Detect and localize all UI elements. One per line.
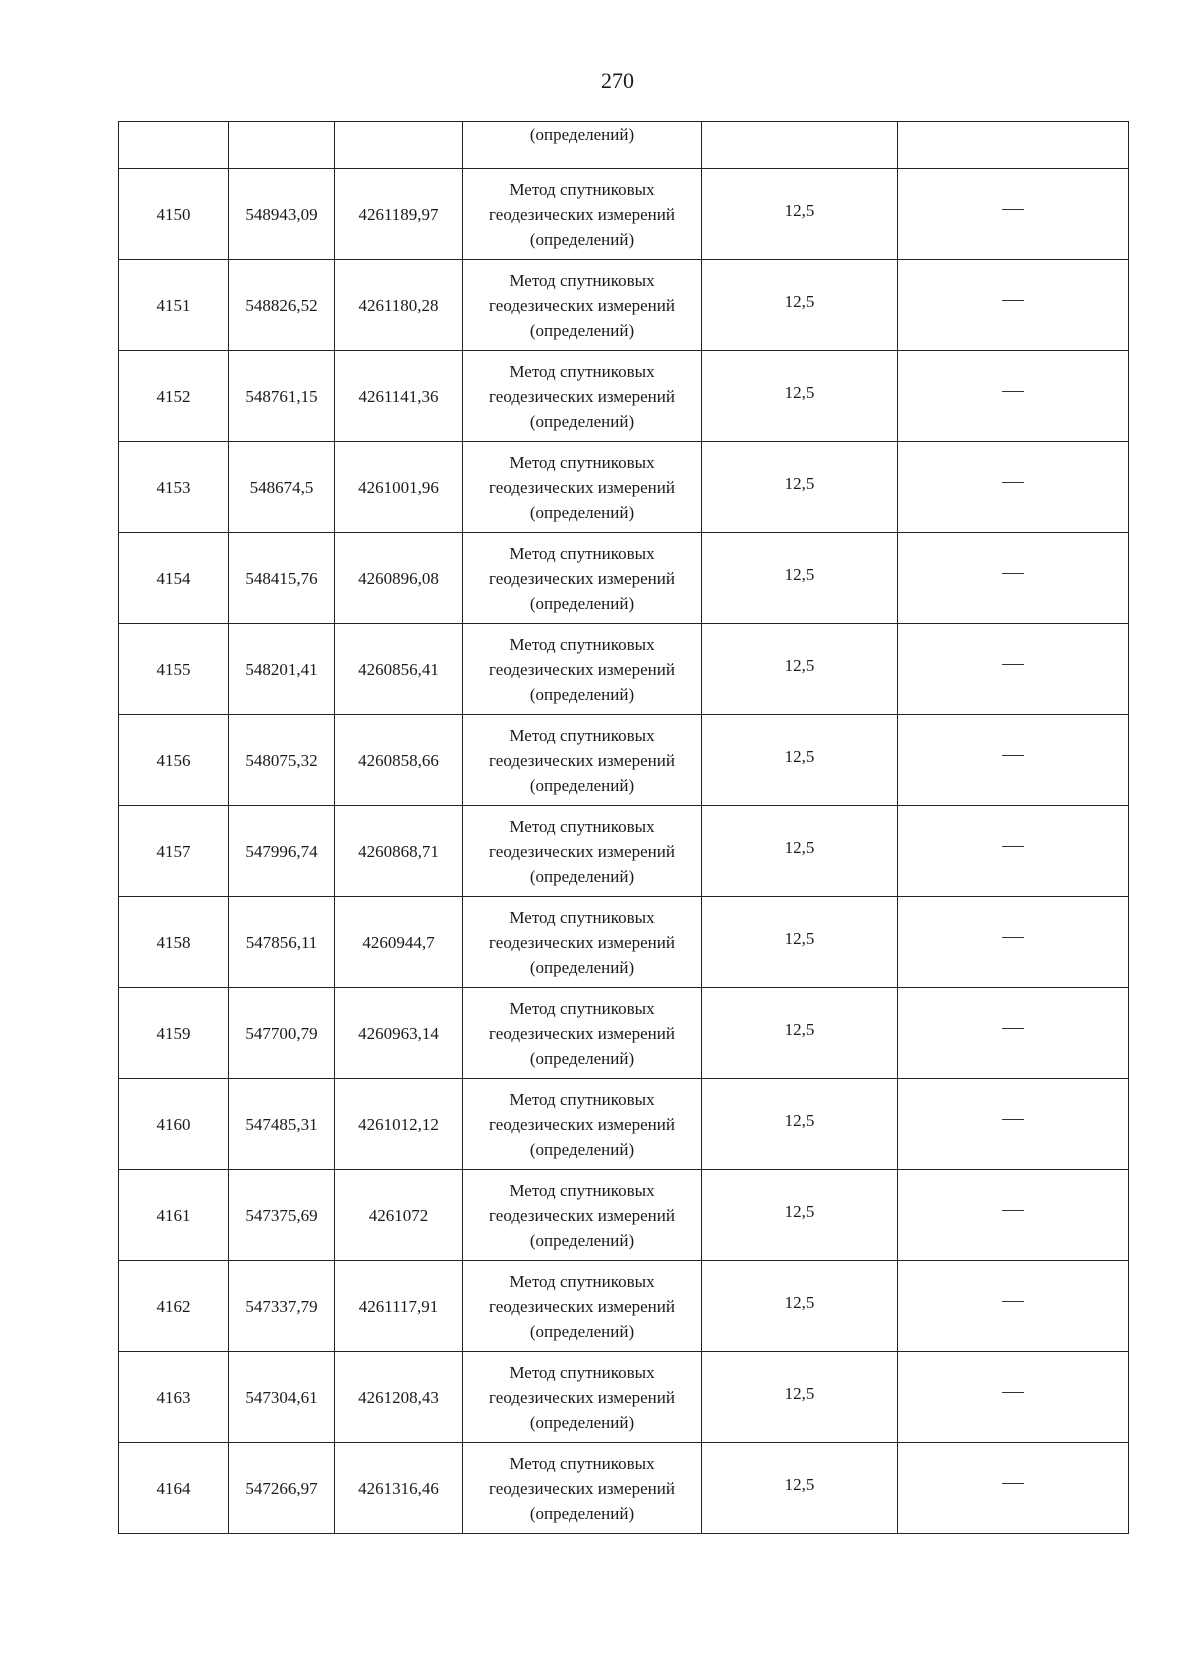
description-cell xyxy=(898,169,1129,260)
accuracy-cell xyxy=(702,1443,898,1534)
dash-mark xyxy=(1002,1210,1024,1211)
description-cell xyxy=(898,1079,1129,1170)
method-line: Метод спутниковых xyxy=(509,1453,655,1473)
y-coordinate-cell: 4261001,96 xyxy=(335,442,463,533)
y-coordinate-cell: 4261180,28 xyxy=(335,260,463,351)
method-line: геодезических измерений xyxy=(489,1023,675,1043)
coordinates-table xyxy=(118,121,1129,1534)
accuracy-value: 12,5 xyxy=(784,564,815,584)
y-coordinate-cell: 4260868,71 xyxy=(335,806,463,897)
point-number-cell: 4160 xyxy=(119,1079,229,1170)
table-row xyxy=(119,1261,1129,1352)
method-line: геодезических измерений xyxy=(489,841,675,861)
method-line: (определений) xyxy=(529,593,635,613)
method-line: (определений) xyxy=(529,502,635,522)
accuracy-cell xyxy=(702,624,898,715)
method-cell xyxy=(463,806,702,897)
accuracy-value: 12,5 xyxy=(784,928,815,948)
method-line: геодезических измерений xyxy=(489,1478,675,1498)
method-line: Метод спутниковых xyxy=(509,270,655,290)
description-cell xyxy=(898,533,1129,624)
method-line: геодезических измерений xyxy=(489,477,675,497)
description-cell xyxy=(898,988,1129,1079)
method-cell xyxy=(463,1170,702,1261)
point-number-cell: 4154 xyxy=(119,533,229,624)
dash-mark xyxy=(1002,846,1024,847)
x-coordinate-cell xyxy=(229,122,335,169)
method-line: геодезических измерений xyxy=(489,1205,675,1225)
page-number: 270 xyxy=(601,68,634,93)
method-cell xyxy=(463,715,702,806)
method-line: (определений) xyxy=(529,1321,635,1341)
accuracy-cell xyxy=(702,1261,898,1352)
y-coordinate-cell: 4260963,14 xyxy=(335,988,463,1079)
table-row xyxy=(119,624,1129,715)
method-line: геодезических измерений xyxy=(489,204,675,224)
table-row xyxy=(119,1443,1129,1534)
point-number-cell: 4158 xyxy=(119,897,229,988)
dash-mark xyxy=(1002,1392,1024,1393)
y-coordinate-cell: 4261189,97 xyxy=(335,169,463,260)
description-cell xyxy=(898,806,1129,897)
point-number-cell: 4161 xyxy=(119,1170,229,1261)
y-coordinate-cell: 4261012,12 xyxy=(335,1079,463,1170)
x-coordinate-cell: 547856,11 xyxy=(229,897,335,988)
method-line: Метод спутниковых xyxy=(509,179,655,199)
accuracy-value: 12,5 xyxy=(784,473,815,493)
y-coordinate-cell: 4261117,91 xyxy=(335,1261,463,1352)
x-coordinate-cell: 548201,41 xyxy=(229,624,335,715)
accuracy-cell xyxy=(702,1352,898,1443)
method-line: Метод спутниковых xyxy=(509,1180,655,1200)
description-cell xyxy=(898,260,1129,351)
table-row xyxy=(119,988,1129,1079)
point-number-cell: 4151 xyxy=(119,260,229,351)
method-line: (определений) xyxy=(529,957,635,977)
method-cell xyxy=(463,988,702,1079)
table-row xyxy=(119,169,1129,260)
accuracy-value: 12,5 xyxy=(784,746,815,766)
x-coordinate-cell: 547375,69 xyxy=(229,1170,335,1261)
method-line: (определений) xyxy=(529,775,635,795)
method-line: Метод спутниковых xyxy=(509,1271,655,1291)
method-line: Метод спутниковых xyxy=(509,1089,655,1109)
table-row xyxy=(119,806,1129,897)
method-line: Метод спутниковых xyxy=(509,998,655,1018)
point-number-cell: 4156 xyxy=(119,715,229,806)
table-row xyxy=(119,533,1129,624)
point-number-cell: 4150 xyxy=(119,169,229,260)
point-number-cell xyxy=(119,122,229,169)
description-cell xyxy=(898,715,1129,806)
accuracy-cell xyxy=(702,122,898,169)
y-coordinate-cell xyxy=(335,122,463,169)
accuracy-value: 12,5 xyxy=(784,291,815,311)
method-line: Метод спутниковых xyxy=(509,361,655,381)
method-line: (определений) xyxy=(529,866,635,886)
method-line: геодезических измерений xyxy=(489,386,675,406)
dash-mark xyxy=(1002,482,1024,483)
point-number-cell: 4164 xyxy=(119,1443,229,1534)
x-coordinate-cell: 547337,79 xyxy=(229,1261,335,1352)
method-line: геодезических измерений xyxy=(489,932,675,952)
x-coordinate-cell: 547996,74 xyxy=(229,806,335,897)
method-line: геодезических измерений xyxy=(489,1114,675,1134)
accuracy-cell xyxy=(702,533,898,624)
table-row xyxy=(119,715,1129,806)
point-number-cell: 4155 xyxy=(119,624,229,715)
method-line: (определений) xyxy=(529,320,635,340)
accuracy-cell xyxy=(702,442,898,533)
dash-mark xyxy=(1002,573,1024,574)
accuracy-value: 12,5 xyxy=(784,1201,815,1221)
accuracy-value: 12,5 xyxy=(784,837,815,857)
point-number-cell: 4159 xyxy=(119,988,229,1079)
point-number-cell: 4162 xyxy=(119,1261,229,1352)
method-cell xyxy=(463,442,702,533)
method-line: геодезических измерений xyxy=(489,750,675,770)
x-coordinate-cell: 547266,97 xyxy=(229,1443,335,1534)
method-line: (определений) xyxy=(529,684,635,704)
description-cell xyxy=(898,442,1129,533)
accuracy-value: 12,5 xyxy=(784,200,815,220)
method-cell xyxy=(463,533,702,624)
x-coordinate-cell: 548415,76 xyxy=(229,533,335,624)
accuracy-cell xyxy=(702,351,898,442)
method-line: (определений) xyxy=(529,1230,635,1250)
method-line: Метод спутниковых xyxy=(509,816,655,836)
method-line: Метод спутниковых xyxy=(509,1362,655,1382)
x-coordinate-cell: 547485,31 xyxy=(229,1079,335,1170)
accuracy-value: 12,5 xyxy=(784,655,815,675)
method-cell xyxy=(463,624,702,715)
description-cell xyxy=(898,1170,1129,1261)
method-line: Метод спутниковых xyxy=(509,725,655,745)
accuracy-cell xyxy=(702,169,898,260)
method-line: Метод спутниковых xyxy=(509,634,655,654)
accuracy-cell xyxy=(702,1079,898,1170)
method-line: (определений) xyxy=(529,229,635,249)
x-coordinate-cell: 548674,5 xyxy=(229,442,335,533)
y-coordinate-cell: 4261316,46 xyxy=(335,1443,463,1534)
accuracy-cell xyxy=(702,1170,898,1261)
description-cell xyxy=(898,1261,1129,1352)
method-line: (определений) xyxy=(529,1412,635,1432)
x-coordinate-cell: 548826,52 xyxy=(229,260,335,351)
method-cell xyxy=(463,351,702,442)
accuracy-value: 12,5 xyxy=(784,382,815,402)
method-cell xyxy=(463,897,702,988)
accuracy-value: 12,5 xyxy=(784,1292,815,1312)
y-coordinate-cell: 4260858,66 xyxy=(335,715,463,806)
method-line: (определений) xyxy=(529,411,635,431)
method-line: Метод спутниковых xyxy=(509,907,655,927)
method-cell xyxy=(463,1443,702,1534)
dash-mark xyxy=(1002,1301,1024,1302)
table-row xyxy=(119,1170,1129,1261)
accuracy-cell xyxy=(702,897,898,988)
method-line: геодезических измерений xyxy=(489,568,675,588)
y-coordinate-cell: 4260856,41 xyxy=(335,624,463,715)
x-coordinate-cell: 548075,32 xyxy=(229,715,335,806)
table-row xyxy=(119,1079,1129,1170)
dash-mark xyxy=(1002,755,1024,756)
method-line: геодезических измерений xyxy=(489,1296,675,1316)
table-row xyxy=(119,442,1129,533)
y-coordinate-cell: 4261141,36 xyxy=(335,351,463,442)
table-row xyxy=(119,1352,1129,1443)
x-coordinate-cell: 548761,15 xyxy=(229,351,335,442)
description-cell xyxy=(898,122,1129,169)
y-coordinate-cell: 4260896,08 xyxy=(335,533,463,624)
table-row xyxy=(119,351,1129,442)
description-cell xyxy=(898,1352,1129,1443)
method-cell xyxy=(463,260,702,351)
accuracy-value: 12,5 xyxy=(784,1019,815,1039)
accuracy-value: 12,5 xyxy=(784,1383,815,1403)
method-line: Метод спутниковых xyxy=(509,543,655,563)
accuracy-cell xyxy=(702,806,898,897)
point-number-cell: 4153 xyxy=(119,442,229,533)
method-line: (определений) xyxy=(529,1503,635,1523)
description-cell xyxy=(898,897,1129,988)
table-row xyxy=(119,260,1129,351)
accuracy-value: 12,5 xyxy=(784,1474,815,1494)
dash-mark xyxy=(1002,664,1024,665)
dash-mark xyxy=(1002,1119,1024,1120)
point-number-cell: 4157 xyxy=(119,806,229,897)
dash-mark xyxy=(1002,937,1024,938)
dash-mark xyxy=(1002,1483,1024,1484)
method-line: (определений) xyxy=(529,1048,635,1068)
method-cell xyxy=(463,1079,702,1170)
table-row-continued xyxy=(119,122,1129,169)
dash-mark xyxy=(1002,300,1024,301)
y-coordinate-cell: 4261208,43 xyxy=(335,1352,463,1443)
x-coordinate-cell: 548943,09 xyxy=(229,169,335,260)
dash-mark xyxy=(1002,1028,1024,1029)
dash-mark xyxy=(1002,209,1024,210)
description-cell xyxy=(898,1443,1129,1534)
accuracy-value: 12,5 xyxy=(784,1110,815,1130)
method-line: геодезических измерений xyxy=(489,659,675,679)
accuracy-cell xyxy=(702,715,898,806)
point-number-cell: 4163 xyxy=(119,1352,229,1443)
accuracy-cell xyxy=(702,988,898,1079)
method-cell xyxy=(463,1261,702,1352)
method-line: геодезических измерений xyxy=(489,1387,675,1407)
accuracy-cell xyxy=(702,260,898,351)
table-row xyxy=(119,897,1129,988)
description-cell xyxy=(898,351,1129,442)
dash-mark xyxy=(1002,391,1024,392)
y-coordinate-cell: 4260944,7 xyxy=(335,897,463,988)
description-cell xyxy=(898,624,1129,715)
x-coordinate-cell: 547304,61 xyxy=(229,1352,335,1443)
x-coordinate-cell: 547700,79 xyxy=(229,988,335,1079)
method-cell xyxy=(463,1352,702,1443)
method-line: Метод спутниковых xyxy=(509,452,655,472)
point-number-cell: 4152 xyxy=(119,351,229,442)
method-line: геодезических измерений xyxy=(489,295,675,315)
method-cell: (определений) xyxy=(463,122,702,169)
y-coordinate-cell: 4261072 xyxy=(335,1170,463,1261)
method-cell xyxy=(463,169,702,260)
method-line: (определений) xyxy=(529,1139,635,1159)
